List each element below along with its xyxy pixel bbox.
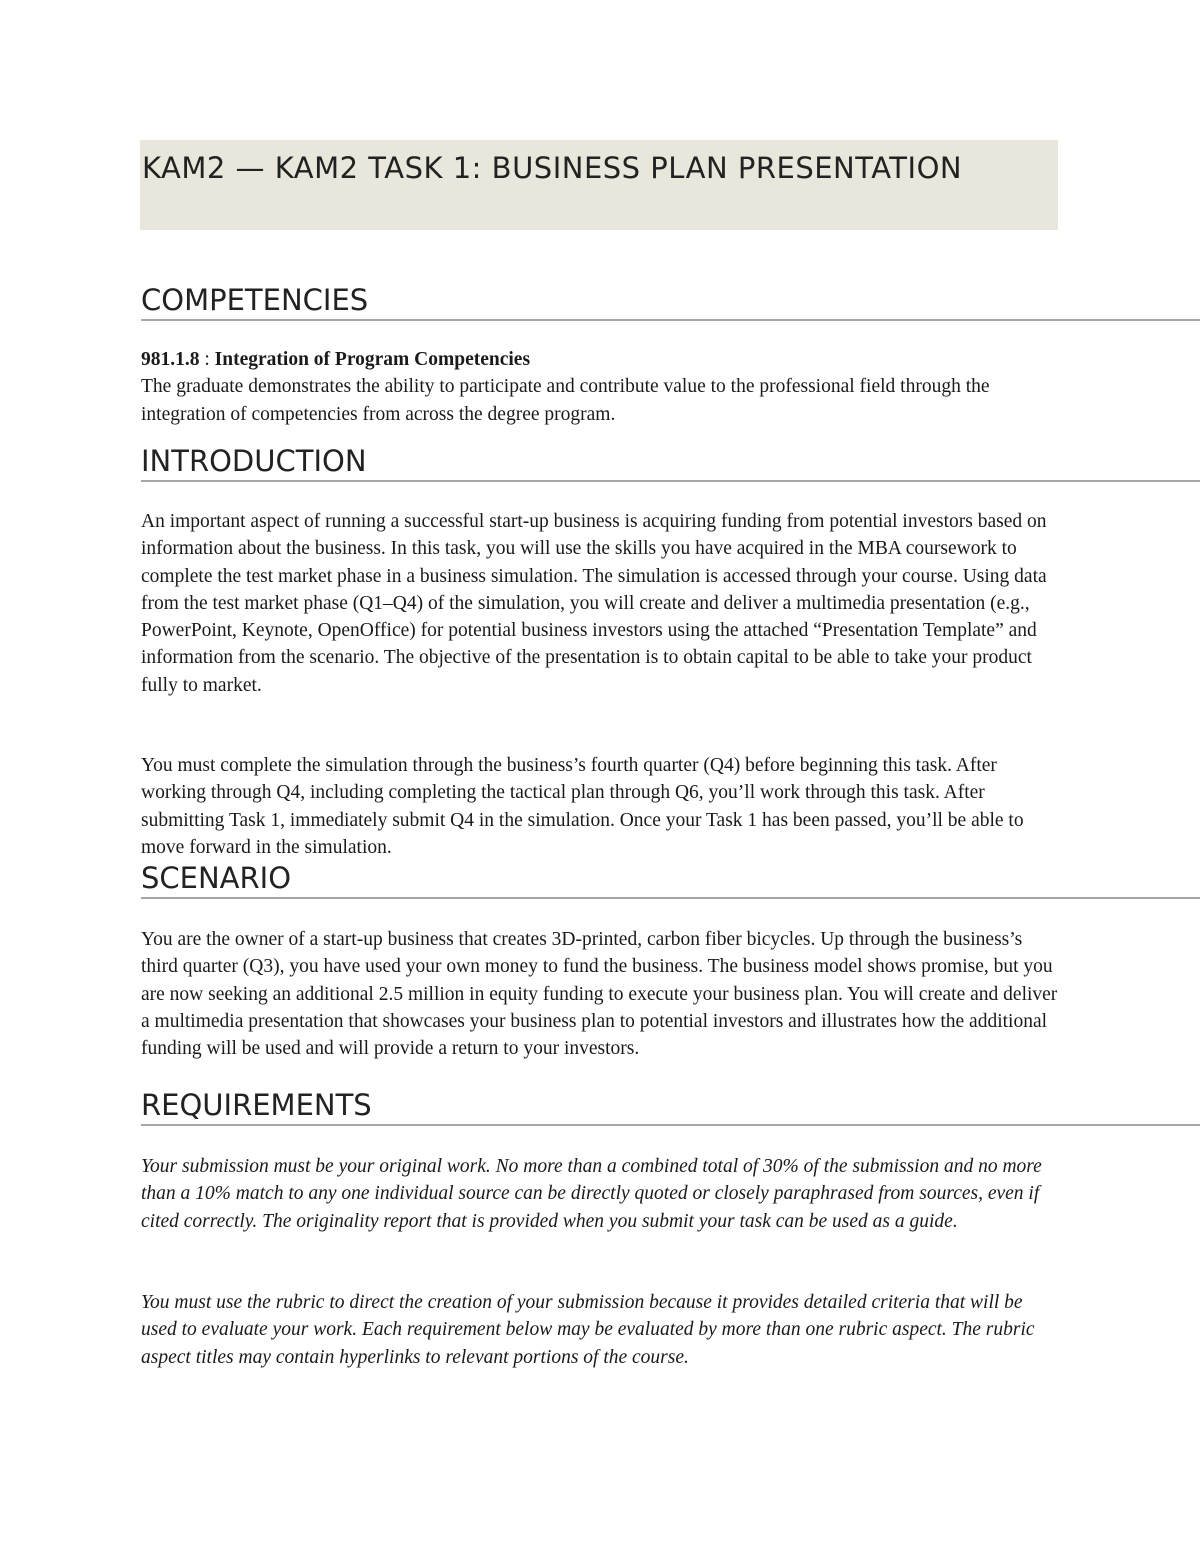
competency-description: The graduate demonstrates the ability to participate and contribute value to the professional field through the integration of competencies from across the degree program.: [141, 376, 990, 425]
page-title: KAM2 — KAM2 TASK 1: BUSINESS PLAN PRESENTATION: [142, 151, 963, 185]
scenario-paragraph: You are the owner of a start-up business that creates 3D-printed, carbon fiber bicycles. Up through the business’s third quarter (Q3), you have used your own money to fund the business. The business model shows promise, but you are now seeking an additional 2.5 million in equity funding to execute your business plan. You will create and deliver a multimedia presentation that showcases your business plan to potential investors and illustrates how the additional funding will be used and will provide a return to your investors.: [141, 929, 1058, 1060]
introduction-paragraph-2: You must complete the simulation through the business’s fourth quarter (Q4) before beginning this task. After working through Q4, including completing the tactical plan through Q6, you’ll work through this task. After submitting Task 1, immediately submit Q4 in the simulation. Once your Task 1 has been passed, you’ll be able to move forward in the simulation.: [141, 755, 1024, 858]
competency-block: [141, 346, 1061, 428]
title-banner: [140, 140, 1058, 230]
competency-title: Integration of Program Competencies: [214, 349, 531, 370]
competency-code: 981.1.8: [141, 349, 200, 370]
requirements-paragraph-1: Your submission must be your original work. No more than a combined total of 30% of the submission and no more than a 10% match to any one individual source can be directly quoted or closely paraphrased from sources, even if cited correctly. The originality report that is provided when you submit your task can be used as a guide.: [141, 1156, 1042, 1232]
heading-requirements: REQUIREMENTS: [141, 1087, 1200, 1126]
competency-separator: :: [199, 349, 215, 370]
heading-introduction: INTRODUCTION: [141, 443, 1200, 482]
introduction-paragraph-1: An important aspect of running a successful start-up business is acquiring funding from potential investors based on information about the business. In this task, you will use the skills you have acquired in the MBA coursework to complete the test market phase in a business simulation. The simulation is accessed through your course. Using data from the test market phase (Q1–Q4) of the simulation, you will create and deliver a multimedia presentation (e.g., PowerPoint, Keynote, OpenOffice) for potential business investors using the attached “Presentation Template” and information from the scenario. The objective of the presentation is to obtain capital to be able to take your product fully to market.: [141, 511, 1047, 696]
heading-competencies: COMPETENCIES: [141, 282, 1200, 321]
requirements-paragraph-2: You must use the rubric to direct the creation of your submission because it provides detailed criteria that will be used to evaluate your work. Each requirement below may be evaluated by more than one rubric aspect. The rubric aspect titles may contain hyperlinks to relevant portions of the course.: [141, 1292, 1035, 1368]
competency-title-line: [141, 346, 1061, 373]
heading-scenario: SCENARIO: [141, 860, 1200, 899]
